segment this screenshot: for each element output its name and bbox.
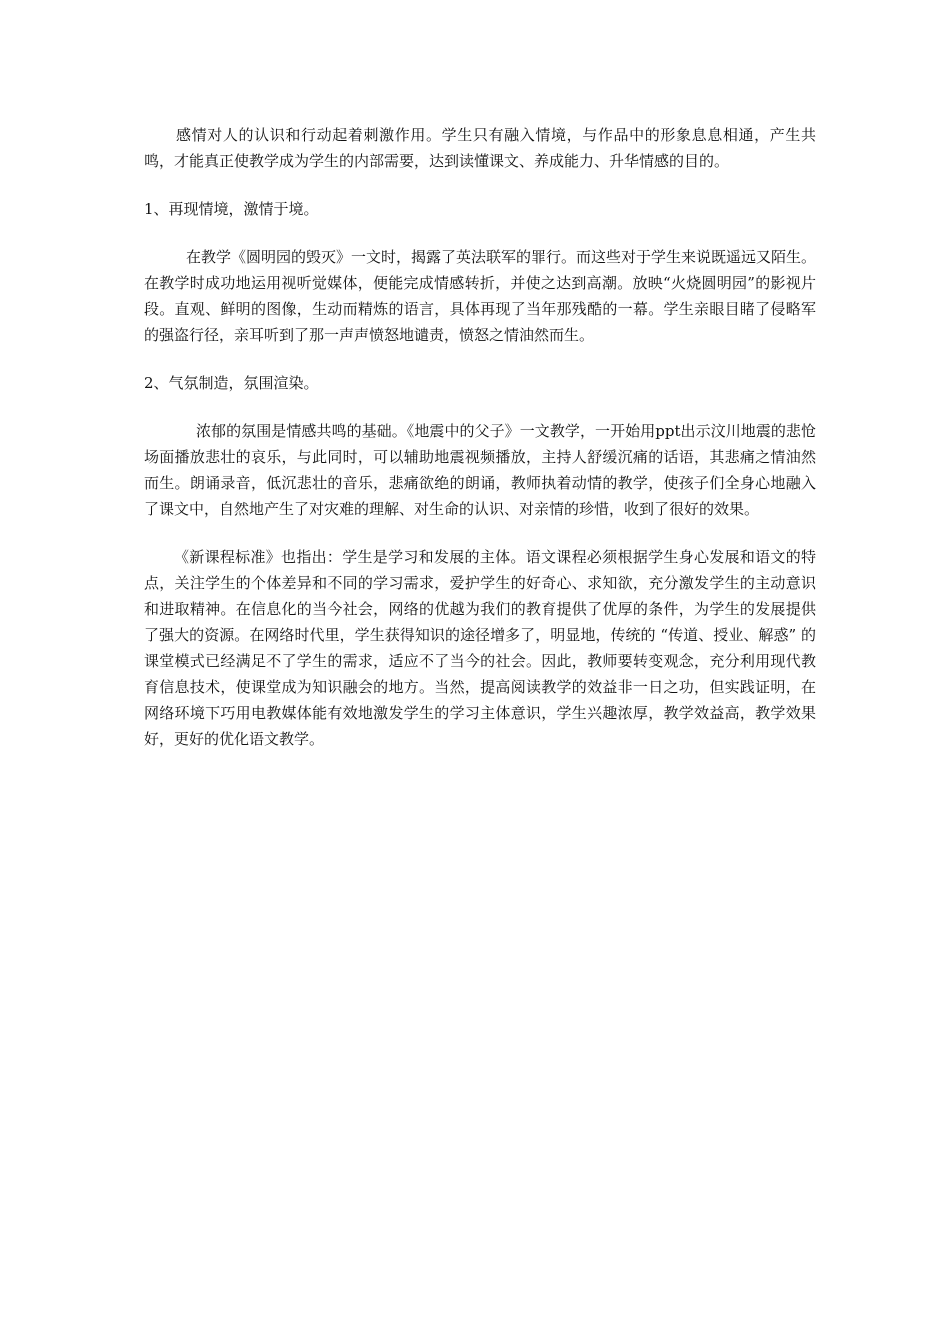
paragraph-yuanmingyuan: 在教学《圆明园的毁灭》一文时，揭露了英法联军的罪行。而这些对于学生来说既遥远又陌生。在教学时成功地运用视听觉媒体，便能完成情感转折，并使之达到高潮。放映“火烧圆明园”的影视片段。直观、鲜明的图像，生动而精炼的语言，具体再现了当年那残酷的一幕。学生亲眼目睹了侵略军的强盗行径，亲耳听到了那一声声愤怒地谴责，愤怒之情油然而生。 <box>144 248 817 344</box>
paragraph-earthquake: 浓郁的氛围是情感共鸣的基础。《地震中的父子》一文教学，一开始用ppt出示汶川地震的悲怆场面播放悲壮的哀乐，与此同时，可以辅助地震视频播放，主持人舒缓沉痛的话语，其悲痛之情油然而生。朗诵录音，低沉悲壮的音乐，悲痛欲绝的朗诵，教师执着动情的教学，使孩子们全身心地融入了课文中，自然地产生了对灾难的理解、对生命的认识、对亲情的珍惜，收到了很好的效果。 <box>144 422 816 518</box>
section-heading-1: 1、再现情境，激情于境。 <box>144 200 319 218</box>
section-heading-2: 2、气氛制造，氛围渲染。 <box>144 374 319 392</box>
document-body <box>144 122 816 752</box>
paragraph-emotion-intro: 感情对人的认识和行动起着刺激作用。学生只有融入情境，与作品中的形象息息相通，产生共鸣，才能真正使教学成为学生的内部需要，达到读懂课文、养成能力、升华情感的目的。 <box>144 126 816 170</box>
paragraph-curriculum-standard: 《新课程标准》也指出：学生是学习和发展的主体。语文课程必须根据学生身心发展和语文的特点，关注学生的个体差异和不同的学习需求，爱护学生的好奇心、求知欲，充分激发学生的主动意识和进取精神。在信息化的当今社会，网络的优越为我们的教育提供了优厚的条件，为学生的发展提供了强大的资源。在网络时代里，学生获得知识的途径增多了，明显地，传统的 “传道、授业、解惑” 的课堂模式已经满足不了学生的需求，适应不了当今的社会。因此，教师要转变观念，充分利用现代教育信息技术，使课堂成为知识融会的地方。当然，提高阅读教学的效益非一日之功，但实践证明，在网络环境下巧用电教媒体能有效地激发学生的学习主体意识，学生兴趣浓厚，教学效益高，教学效果好，更好的优化语文教学。 <box>144 548 816 748</box>
